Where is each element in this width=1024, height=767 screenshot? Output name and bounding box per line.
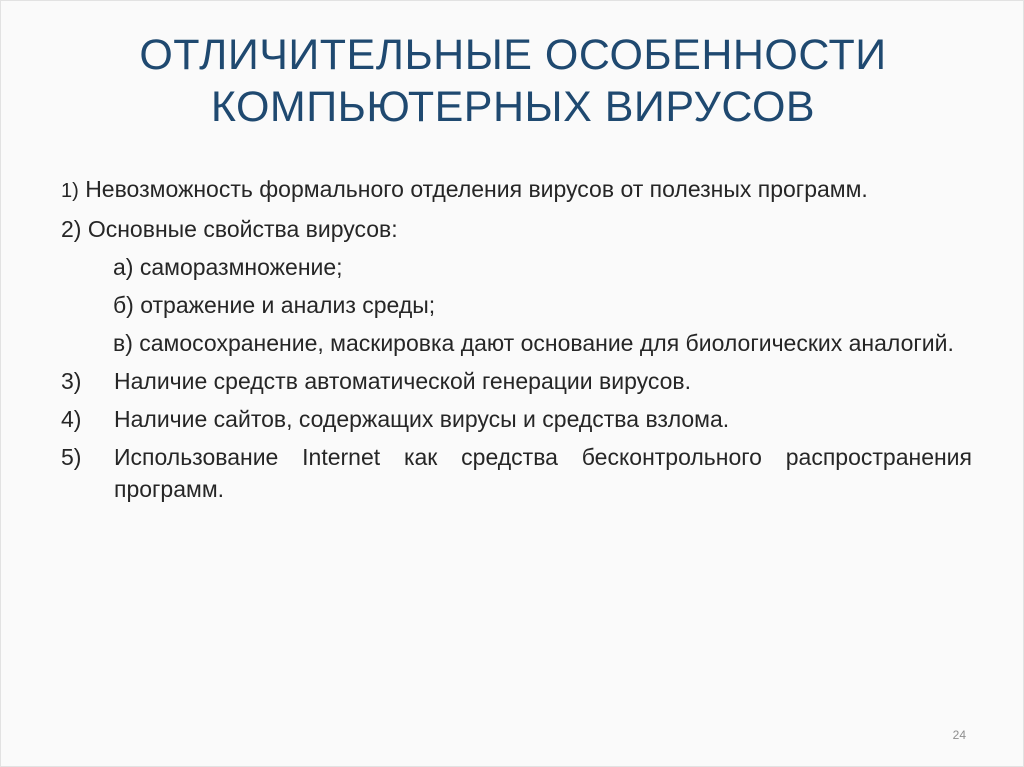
list-item-3 [61, 365, 972, 397]
page-number: 24 [952, 728, 966, 742]
list-item-4 [61, 403, 972, 435]
title-line-2: КОМПЬЮТЕРНЫХ ВИРУСОВ [210, 83, 816, 131]
list-item-4-number: 4) [61, 406, 82, 432]
slide-body [61, 173, 972, 505]
list-item-5-text: Использование Internet как средства бесконтрольного распространения программ. [114, 444, 972, 502]
list-item-1-text: Невозможность формального отделения вирусов от полезных программ. [85, 176, 868, 202]
list-item-1 [61, 173, 972, 207]
list-item-4-text: Наличие сайтов, содержащих вирусы и средства взлома. [114, 406, 730, 432]
list-item-2: 2) Основные свойства вирусов: [61, 216, 398, 242]
list-item-3-text: Наличие средств автоматической генерации вирусов. [114, 368, 692, 394]
title-line-1: ОТЛИЧИТЕЛЬНЫЕ ОСОБЕННОСТИ [139, 31, 887, 79]
list-item-2c: в) самосохранение, маскировка дают основание для биологических аналогий. [113, 330, 954, 356]
list-item-1-number: 1) [61, 180, 79, 202]
list-item-5 [61, 441, 972, 505]
list-item-2b: б) отражение и анализ среды; [113, 292, 436, 318]
slide-title [61, 29, 965, 133]
list-item-2a: а) саморазмножение; [113, 254, 343, 280]
list-item-5-number: 5) [61, 444, 82, 470]
list-item-3-number: 3) [61, 368, 82, 394]
